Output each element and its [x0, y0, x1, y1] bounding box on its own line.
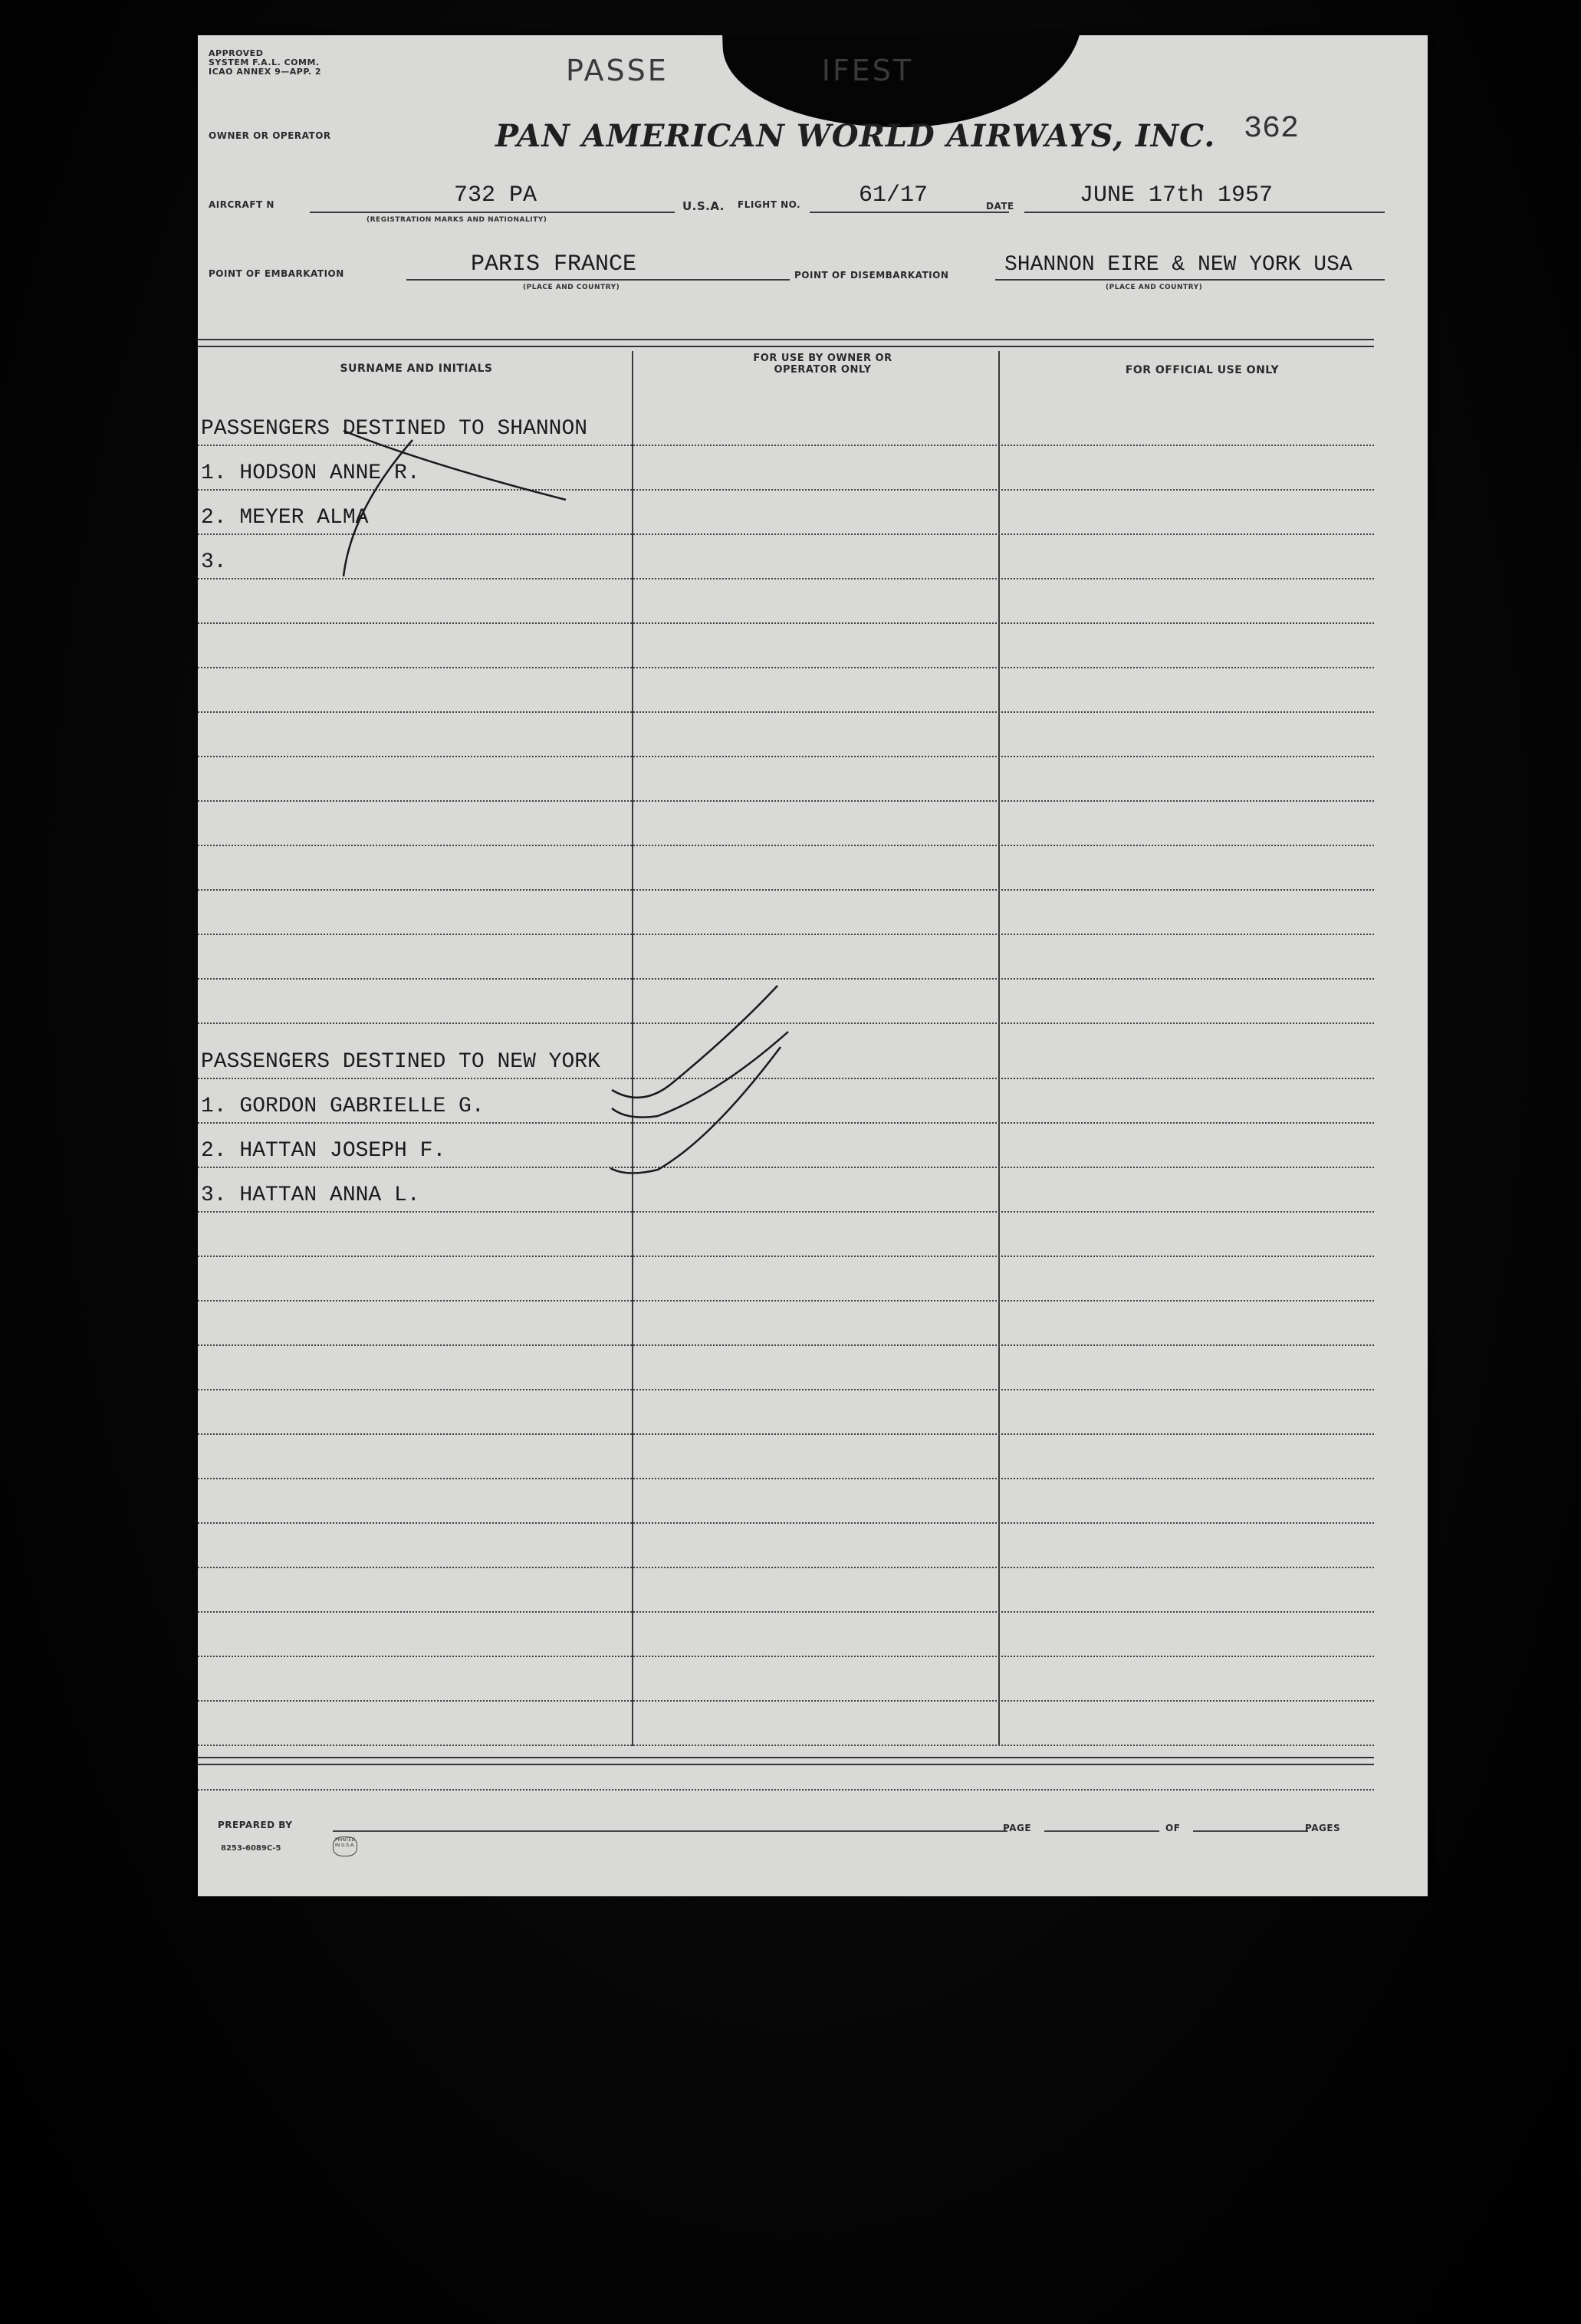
airline-name: PAN AMERICAN WORLD AIRWAYS, INC. — [495, 118, 1216, 154]
col-header-official: FOR OFFICIAL USE ONLY — [1125, 364, 1280, 376]
row-line — [198, 667, 1374, 668]
aircraft-label: AIRCRAFT N — [209, 199, 274, 210]
form-title-right: IFEST — [821, 54, 914, 87]
prepared-by-label: PREPARED BY — [218, 1820, 293, 1830]
check-mark — [612, 1032, 788, 1118]
row-line — [198, 445, 1374, 446]
page-label: PAGE — [1003, 1823, 1032, 1833]
row-line — [198, 1122, 1374, 1124]
row-line — [198, 711, 1374, 713]
table-row: PASSENGERS DESTINED TO NEW YORK — [201, 1050, 600, 1074]
row-line — [198, 845, 1374, 846]
disembarkation-label: POINT OF DISEMBARKATION — [794, 270, 949, 281]
row-line — [198, 1567, 1374, 1568]
column-divider — [632, 351, 633, 1746]
row-line — [198, 1344, 1374, 1346]
approval-line: ICAO ANNEX 9—APP. 2 — [209, 67, 322, 77]
row-line — [198, 1745, 1374, 1746]
date-value: JUNE 17th 1957 — [1080, 182, 1274, 208]
owner-label: OWNER OR OPERATOR — [209, 130, 331, 141]
table-bottom-rule — [198, 1757, 1374, 1765]
table-row: 2. MEYER ALMA — [201, 506, 369, 530]
col-header-owner: FOR USE BY OWNER OR OPERATOR ONLY — [753, 353, 892, 376]
row-line — [198, 889, 1374, 891]
row-line — [198, 756, 1374, 757]
of-rule — [1193, 1830, 1308, 1832]
aircraft-caption: (REGISTRATION MARKS AND NATIONALITY) — [366, 216, 547, 224]
row-line — [198, 1611, 1374, 1613]
disembarkation-value: SHANNON EIRE & NEW YORK USA — [1004, 253, 1353, 277]
disembarkation-rule — [995, 279, 1385, 281]
table-top-rule — [198, 339, 1374, 347]
printed-stamp: PRINTED IN U.S.A. — [333, 1837, 357, 1856]
page-number: 362 — [1244, 112, 1300, 146]
table-row: 3. — [201, 550, 227, 574]
page-rule — [1044, 1830, 1159, 1832]
date-label: DATE — [986, 201, 1014, 212]
row-line — [198, 800, 1374, 802]
prepared-by-rule — [333, 1830, 1007, 1832]
embarkation-label: POINT OF EMBARKATION — [209, 268, 344, 279]
pages-label: PAGES — [1305, 1823, 1341, 1833]
row-line — [198, 533, 1374, 535]
row-line — [198, 1522, 1374, 1524]
approval-note — [209, 49, 321, 77]
row-line — [198, 1211, 1374, 1213]
row-line — [198, 1789, 1374, 1791]
table-row: 2. HATTAN JOSEPH F. — [201, 1139, 446, 1163]
row-line — [198, 1300, 1374, 1302]
approval-line: APPROVED — [209, 48, 264, 58]
embarkation-caption: (PLACE AND COUNTRY) — [523, 284, 620, 291]
embarkation-value: PARIS FRANCE — [471, 251, 637, 277]
manifest-sheet — [198, 35, 1428, 1896]
check-mark — [612, 986, 777, 1098]
disembarkation-caption: (PLACE AND COUNTRY) — [1106, 284, 1203, 291]
column-divider — [998, 351, 1000, 1746]
row-line — [198, 578, 1374, 579]
table-row: 3. HATTAN ANNA L. — [201, 1183, 420, 1207]
date-rule — [1024, 212, 1385, 213]
row-line — [198, 1389, 1374, 1390]
row-line — [198, 1433, 1374, 1435]
row-line — [198, 1256, 1374, 1257]
row-line — [198, 1167, 1374, 1168]
form-title-left: PASSE — [566, 54, 669, 87]
row-line — [198, 978, 1374, 980]
aircraft-rule — [310, 212, 675, 213]
row-line — [198, 1700, 1374, 1702]
aircraft-value: 732 PA — [454, 182, 537, 208]
row-line — [198, 934, 1374, 935]
col-header-surname: SURNAME AND INITIALS — [340, 363, 493, 375]
flight-value: 61/17 — [859, 182, 929, 208]
row-line — [198, 1656, 1374, 1657]
embarkation-rule — [406, 279, 790, 281]
table-row: PASSENGERS DESTINED TO SHANNON — [201, 417, 588, 441]
of-label: OF — [1165, 1823, 1181, 1833]
table-row: 1. HODSON ANNE R. — [201, 461, 420, 485]
approval-line: SYSTEM F.A.L. COMM. — [209, 57, 320, 67]
flight-rule — [810, 212, 1009, 213]
row-line — [198, 1078, 1374, 1079]
form-code: 8253-6089C-5 — [221, 1844, 281, 1853]
flight-label: FLIGHT NO. — [738, 199, 801, 210]
table-row: 1. GORDON GABRIELLE G. — [201, 1095, 485, 1118]
row-line — [198, 1478, 1374, 1479]
row-line — [198, 622, 1374, 624]
form-title — [566, 54, 913, 87]
row-line — [198, 489, 1374, 491]
row-line — [198, 1022, 1374, 1024]
handwritten-marks — [198, 35, 1428, 1896]
usa-label: U.S.A. — [682, 199, 725, 213]
check-mark — [610, 1047, 781, 1173]
